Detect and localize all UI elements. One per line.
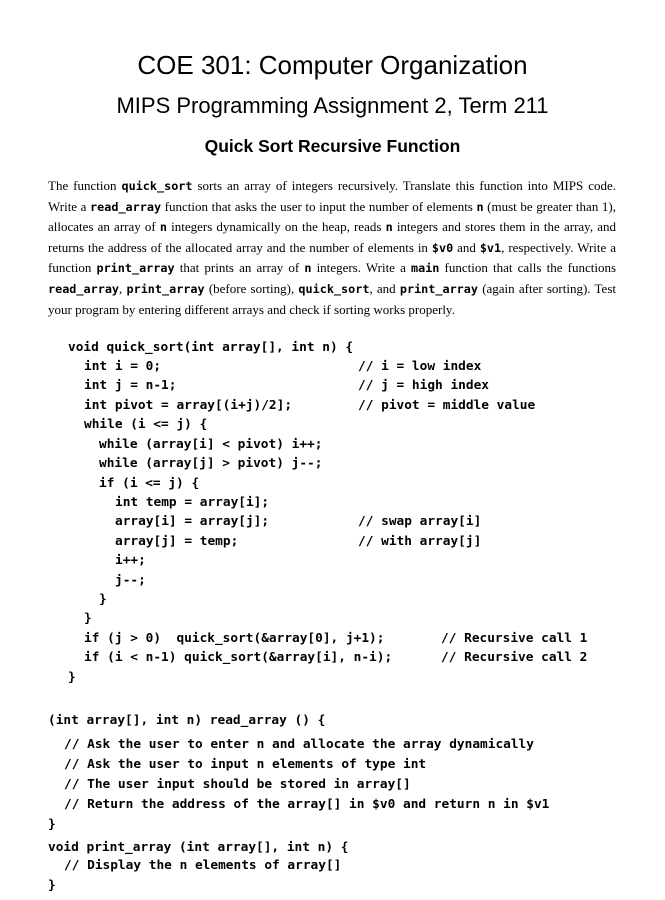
paragraph-text: The function <box>48 178 122 193</box>
code-line: } <box>68 670 76 685</box>
inline-code: n <box>476 199 484 214</box>
code-comment: // swap array[i] <box>358 514 482 529</box>
assignment-title: MIPS Programming Assignment 2, Term 211 <box>116 93 549 118</box>
code-line: while (i <= j) { <box>84 417 208 432</box>
paragraph-text: integers dynamically on the heap, reads <box>166 219 386 235</box>
section-heading: Quick Sort Recursive Function <box>204 136 461 156</box>
code-line: if (i < n-1) quick_sort(&array[i], n-i); <box>84 650 393 665</box>
paragraph-text: that prints an array of <box>174 260 305 276</box>
inline-code: quick_sort <box>121 179 193 193</box>
code-line: i++; <box>115 553 146 568</box>
code-comment: // Recursive call 2 <box>441 650 588 665</box>
code-line: // Return the address of the array[] in $v0 and return n in $v1 <box>64 797 550 812</box>
code-line: } <box>84 611 92 626</box>
code-comment: // with array[j] <box>358 534 482 549</box>
code-line: // The user input should be stored in array[] <box>64 777 411 792</box>
code-line: int i = 0; <box>84 359 162 374</box>
inline-code: n <box>385 220 393 235</box>
code-line: while (array[j] > pivot) j--; <box>99 456 323 471</box>
inline-code: $v0 <box>431 240 454 255</box>
code-line: void quick_sort(int array[], int n) { <box>68 340 354 355</box>
inline-code: main <box>411 261 440 276</box>
inline-code: read_array <box>90 199 162 214</box>
paragraph-text: sorts an array of integers recursively. Translate this function into MIPS code. Write a <box>48 178 616 214</box>
code-line: } <box>48 878 56 893</box>
code-line: // Ask the user to enter n and allocate the array dynamically <box>64 737 534 752</box>
paragraph-text: , respectively. Write a function <box>48 239 616 276</box>
code-line: while (array[i] < pivot) i++; <box>99 437 323 452</box>
paragraph-text: , and <box>369 280 400 296</box>
inline-code: print_array <box>96 261 175 276</box>
code-comment: // i = low index <box>358 359 482 374</box>
paragraph-text: integers. Write a <box>311 260 411 276</box>
inline-code: $v1 <box>479 240 502 255</box>
code-line: // Display the n elements of array[] <box>64 858 342 873</box>
code-line: array[i] = array[j]; <box>115 514 270 529</box>
code-line: array[j] = temp; <box>115 534 239 549</box>
code-comment: // Recursive call 1 <box>441 631 588 646</box>
code-line: void print_array (int array[], int n) { <box>48 840 349 855</box>
paragraph-text: function that asks the user to input the number of elements <box>161 198 477 214</box>
paragraph-text: and <box>453 239 480 255</box>
code-comment: // j = high index <box>358 378 489 393</box>
inline-code: read_array <box>48 281 120 296</box>
code-line: int pivot = array[(i+j)/2]; <box>84 398 293 413</box>
code-line: // Ask the user to input n elements of type int <box>64 757 427 772</box>
inline-code: quick_sort <box>298 281 370 296</box>
paragraph-text: , <box>119 280 127 296</box>
inline-code: print_array <box>399 281 478 296</box>
code-line: j--; <box>115 573 146 588</box>
paragraph-text: integers and stores them in the array, and returns the address of the allocated array and the number of elements in <box>48 219 616 255</box>
code-line: int j = n-1; <box>84 378 177 393</box>
paragraph-text: (must be greater than 1), allocates an array of <box>48 198 616 235</box>
inline-code: n <box>159 220 167 235</box>
code-line: if (j > 0) quick_sort(&array[0], j+1); <box>84 631 385 646</box>
inline-code: n <box>304 261 312 276</box>
paragraph-text: function that calls the functions <box>439 260 617 276</box>
course-title: COE 301: Computer Organization <box>137 50 528 80</box>
code-line: if (i <= j) { <box>99 476 200 491</box>
paragraph-text: (before sorting), <box>204 280 299 296</box>
code-line: } <box>99 592 107 607</box>
code-comment: // pivot = middle value <box>358 398 536 413</box>
inline-code: print_array <box>126 281 205 296</box>
paragraph-text: (again after sorting). Test your program by entering different arrays and check if sorting works properly. <box>48 280 616 317</box>
code-line: (int array[], int n) read_array () { <box>48 713 326 728</box>
code-line: } <box>48 817 56 832</box>
code-line: int temp = array[i]; <box>115 495 270 510</box>
